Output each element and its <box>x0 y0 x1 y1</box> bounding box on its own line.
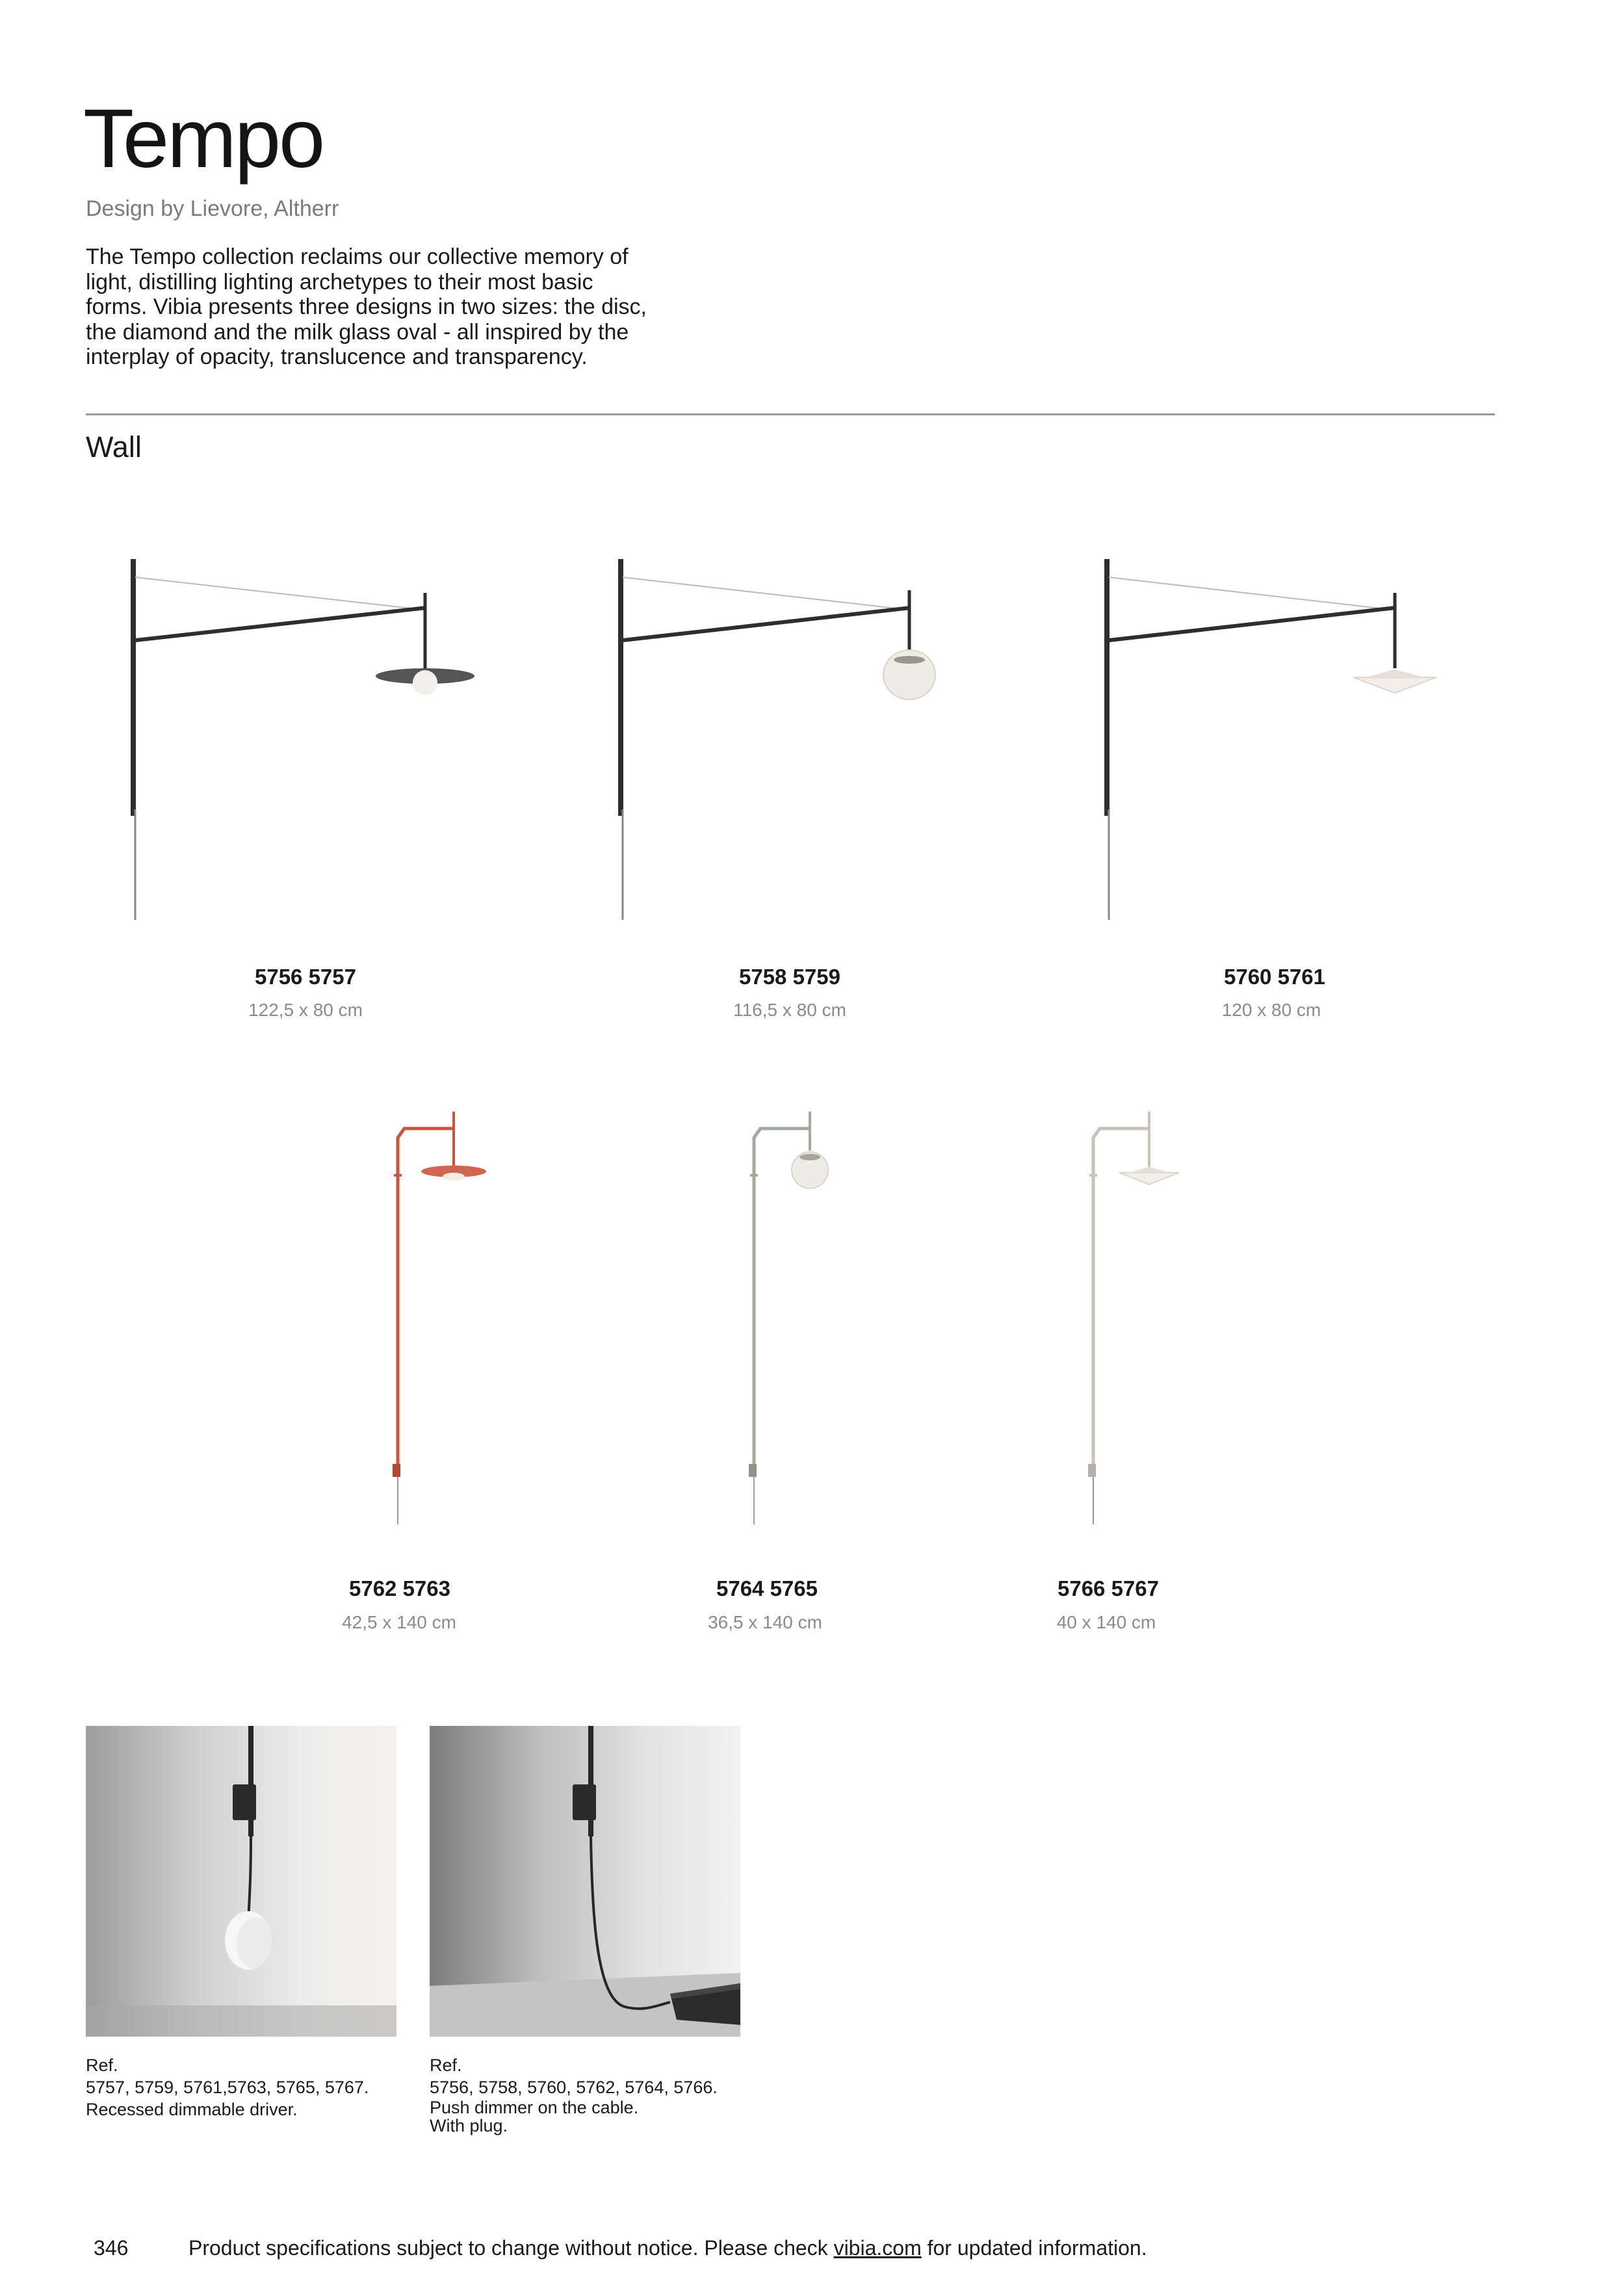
driver-note <box>86 2054 411 2120</box>
product-codes: 5760 5761 <box>1224 965 1325 989</box>
product-codes: 5762 5763 <box>349 1576 450 1600</box>
product-dimensions: 42,5 x 140 cm <box>342 1612 456 1632</box>
push-dimmer-detail-photo <box>430 1726 740 2037</box>
footer-text-after: for updated information. <box>921 2236 1147 2260</box>
footer-disclaimer <box>188 2236 1147 2260</box>
product-codes: 5758 5759 <box>739 965 840 989</box>
ref-description: Recessed dimmable driver. <box>86 2100 298 2119</box>
ref-label: Ref. <box>430 2055 462 2075</box>
product-dimensions: 116,5 x 80 cm <box>733 1000 846 1020</box>
collection-description: The Tempo collection reclaims our collective memory of light, distilling lighting archetypes to their most basic forms. Vibia presents three designs in two sizes: the disc, the diamond and the milk glass oval - all inspired by the interplay of opacity, translucence and transparency. <box>86 244 647 369</box>
page-number: 346 <box>94 2236 129 2260</box>
ref-codes: 5756, 5758, 5760, 5762, 5764, 5766. <box>430 2078 718 2097</box>
ref-codes: 5757, 5759, 5761,5763, 5765, 5767. <box>86 2078 369 2097</box>
product-dimensions: 122,5 x 80 cm <box>248 1000 363 1020</box>
product-codes: 5766 5767 <box>1058 1576 1159 1600</box>
product-dimensions: 36,5 x 140 cm <box>708 1612 822 1632</box>
product-dimensions: 40 x 140 cm <box>1056 1612 1156 1632</box>
product-codes: 5764 5765 <box>716 1576 818 1600</box>
ref-label: Ref. <box>86 2055 118 2075</box>
section-title: Wall <box>86 430 142 463</box>
dimmer-note <box>430 2054 755 2135</box>
product-codes: 5756 5757 <box>255 965 356 989</box>
driver-detail-photo <box>86 1726 396 2037</box>
page-title: Tempo <box>83 92 324 185</box>
ref-description: Push dimmer on the cable. <box>430 2098 639 2117</box>
ref-description-extra: With plug. <box>430 2116 508 2135</box>
footer-text-before: Product specifications subject to change without notice. Please check <box>188 2236 834 2260</box>
product-dimensions: 120 x 80 cm <box>1221 1000 1321 1020</box>
vibia-link[interactable]: vibia.com <box>833 2236 922 2260</box>
designer-credit: Design by Lievore, Altherr <box>86 196 339 221</box>
